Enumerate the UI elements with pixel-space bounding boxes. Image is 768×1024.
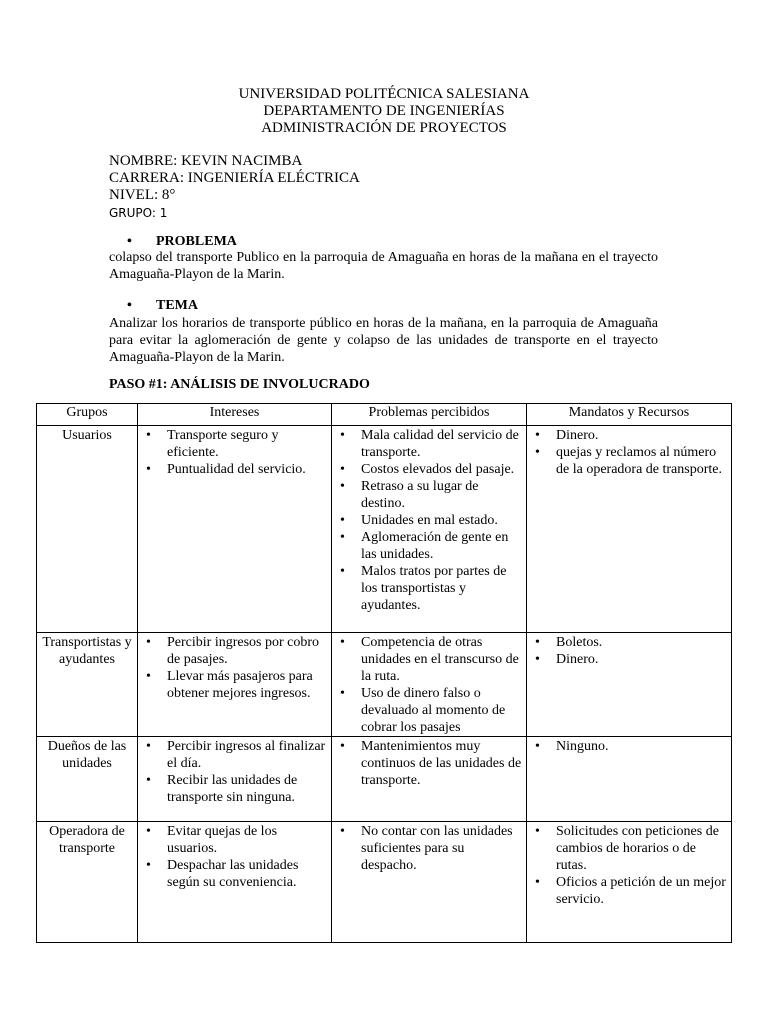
problema-text: colapso del transporte Publico en la parroquia de Amaguaña en horas de la mañana en el trayecto Amaguaña-Playon de la Marin. — [109, 250, 658, 282]
list-item: • Unidades en mal estado. — [361, 512, 523, 529]
table-row — [37, 822, 732, 943]
list-item: • Percibir ingresos al finalizar el día. — [167, 738, 328, 772]
list-item: • Malos tratos por partes de los transportistas y ayudantes. — [361, 563, 523, 614]
header-mandatos: Mandatos y Recursos — [527, 404, 732, 426]
problema-title: PROBLEMA — [156, 234, 237, 249]
intereses-cell — [138, 426, 332, 633]
mandatos-cell — [527, 737, 732, 822]
intereses-cell — [138, 737, 332, 822]
student-name: NOMBRE: KEVIN NACIMBA — [109, 153, 303, 169]
list-item: • Solicitudes con peticiones de cambios de horarios o de rutas. — [556, 823, 728, 874]
list-item: • Ninguno. — [556, 738, 728, 755]
group-cell: Usuarios — [37, 426, 138, 633]
intereses-cell — [138, 633, 332, 737]
list-item: • Recibir las unidades de transporte sin ninguna. — [167, 772, 328, 806]
bullet-icon: • — [127, 234, 132, 249]
list-item: • Aglomeración de gente en las unidades. — [361, 529, 523, 563]
list-item: • Dinero. — [556, 651, 728, 668]
mandatos-cell — [527, 426, 732, 633]
mandatos-cell — [527, 633, 732, 737]
list-item: • Percibir ingresos por cobro de pasajes. — [167, 634, 328, 668]
header-problemas: Problemas percibidos — [332, 404, 527, 426]
list-item: • Competencia de otras unidades en el transcurso de la ruta. — [361, 634, 523, 685]
tema-text: Analizar los horarios de transporte público en horas de la mañana, en la parroquia de Amaguaña para evitar la aglomeración de gente y colapso de las unidades de transporte en el trayecto Amaguaña-Playon de la Marin. — [109, 316, 658, 365]
bullet-icon: • — [127, 298, 132, 313]
list-item: • Mala calidad del servicio de transporte. — [361, 427, 523, 461]
table-header-row — [37, 404, 732, 426]
list-item: • Boletos. — [556, 634, 728, 651]
problemas-cell — [332, 633, 527, 737]
list-item: • Despachar las unidades según su conveniencia. — [167, 857, 328, 891]
mandatos-cell — [527, 822, 732, 943]
list-item: • No contar con las unidades suficientes para su despacho. — [361, 823, 523, 874]
list-item: • Uso de dinero falso o devaluado al momento de cobrar los pasajes — [361, 685, 523, 736]
table-row — [37, 633, 732, 737]
list-item: • Retraso a su lugar de destino. — [361, 478, 523, 512]
intereses-cell — [138, 822, 332, 943]
list-item: • Evitar quejas de los usuarios. — [167, 823, 328, 857]
paso-heading: PASO #1: ANÁLISIS DE INVOLUCRADO — [109, 377, 370, 392]
list-item: • quejas y reclamos al número de la operadora de transporte. — [556, 444, 728, 478]
group-cell: Dueños de las unidades — [37, 737, 138, 822]
list-item: • Transporte seguro y eficiente. — [167, 427, 328, 461]
university-title: UNIVERSIDAD POLITÉCNICA SALESIANA — [238, 86, 530, 102]
problemas-cell — [332, 426, 527, 633]
department-title: DEPARTAMENTO DE INGENIERÍAS — [263, 103, 505, 119]
header-intereses: Intereses — [138, 404, 332, 426]
list-item: • Dinero. — [556, 427, 728, 444]
group-cell: Transportistas y ayudantes — [37, 633, 138, 737]
student-level: NIVEL: 8° — [109, 187, 176, 203]
involucrados-table — [36, 403, 732, 943]
group-cell: Operadora de transporte — [37, 822, 138, 943]
student-group: GRUPO: 1 — [109, 206, 168, 220]
course-title: ADMINISTRACIÓN DE PROYECTOS — [261, 120, 507, 136]
list-item: • Oficios a petición de un mejor servicio. — [556, 874, 728, 908]
list-item: • Llevar más pasajeros para obtener mejores ingresos. — [167, 668, 328, 702]
list-item: • Puntualidad del servicio. — [167, 461, 328, 478]
problemas-cell — [332, 737, 527, 822]
table-row — [37, 426, 732, 633]
list-item: • Costos elevados del pasaje. — [361, 461, 523, 478]
header-grupos: Grupos — [37, 404, 138, 426]
problemas-cell — [332, 822, 527, 943]
list-item: • Mantenimientos muy continuos de las unidades de transporte. — [361, 738, 523, 789]
student-career: CARRERA: INGENIERÍA ELÉCTRICA — [109, 170, 360, 186]
tema-title: TEMA — [156, 298, 198, 313]
table-row — [37, 737, 732, 822]
